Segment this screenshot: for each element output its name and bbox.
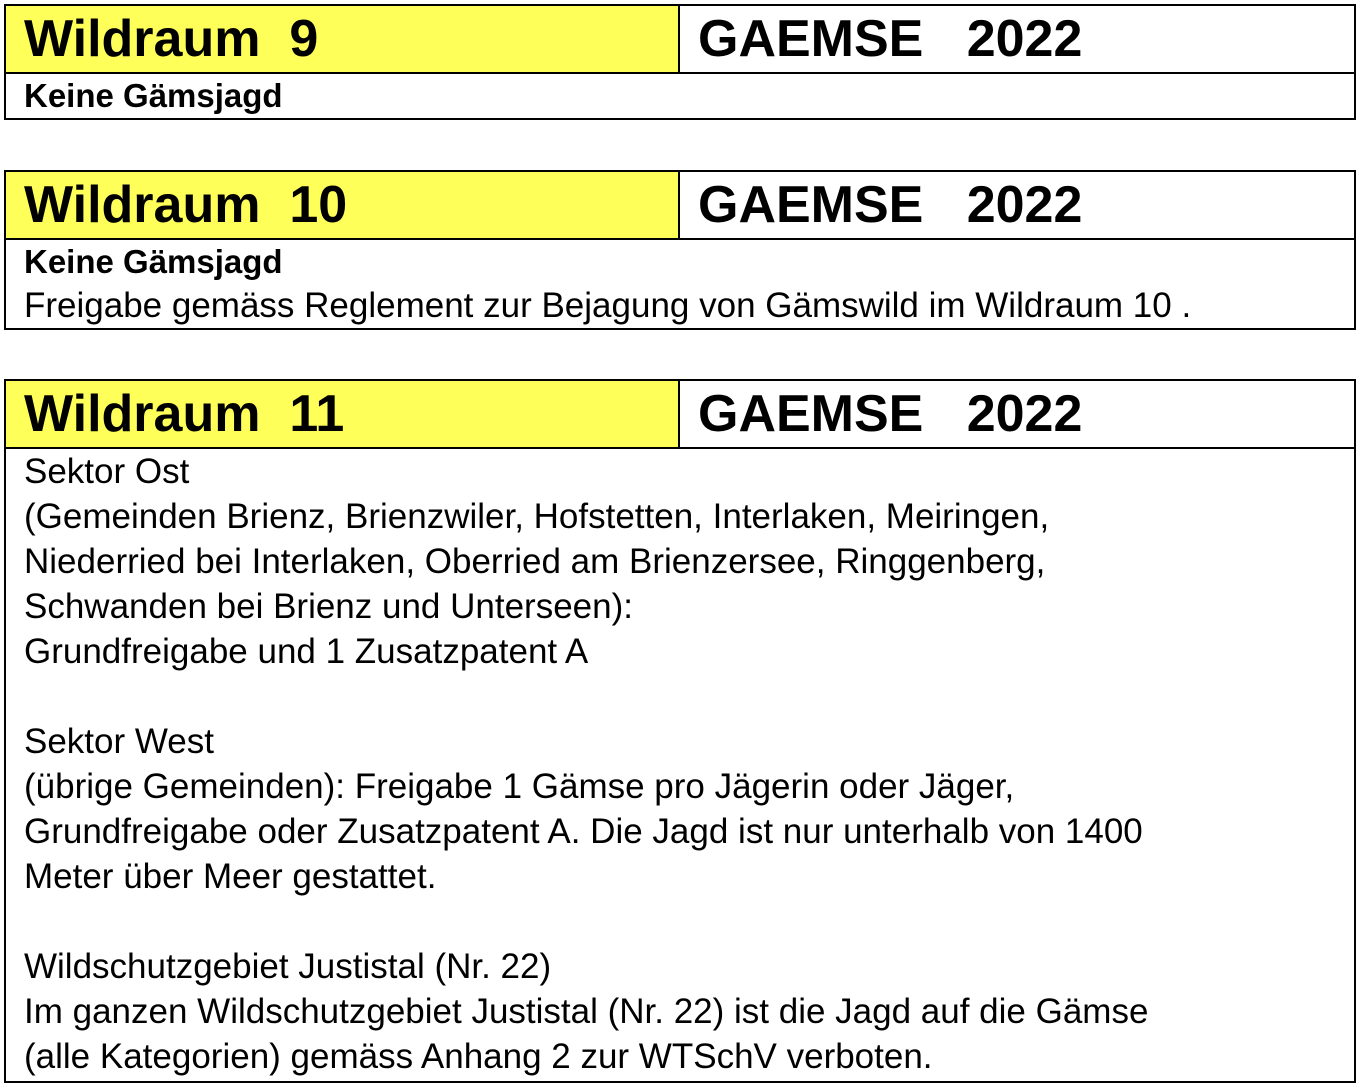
section-species-year: GAEMSE 2022 xyxy=(698,385,1083,443)
spacer xyxy=(24,899,1336,944)
section-header xyxy=(6,6,1354,74)
section-header xyxy=(6,381,1354,449)
section-species-year: GAEMSE 2022 xyxy=(698,176,1083,234)
protection-area-heading: Wildschutzgebiet Justistal (Nr. 22) xyxy=(24,947,552,986)
sector-west-heading: Sektor West xyxy=(24,722,214,761)
section-body xyxy=(6,240,1354,328)
sector-ost-text-line: Grundfreigabe und 1 Zusatzpatent A xyxy=(24,632,589,671)
section-title: Wildraum 11 xyxy=(6,381,680,447)
section-wildraum-11 xyxy=(4,379,1356,1083)
section-wildraum-9 xyxy=(4,4,1356,120)
spacer xyxy=(24,674,1336,719)
protection-area-text-line: (alle Kategorien) gemäss Anhang 2 zur WTSchV verboten. xyxy=(24,1037,933,1076)
sector-ost-heading: Sektor Ost xyxy=(24,452,190,491)
section-header xyxy=(6,172,1354,240)
section-title: Wildraum 9 xyxy=(6,6,680,72)
sector-west-text-line: Meter über Meer gestattet. xyxy=(24,857,437,896)
protection-area-text-line: Im ganzen Wildschutzgebiet Justistal (Nr. 22) ist die Jagd auf die Gämse xyxy=(24,992,1149,1031)
section-wildraum-10 xyxy=(4,170,1356,330)
sector-ost-text-line: Niederried bei Interlaken, Oberried am Brienzersee, Ringgenberg, xyxy=(24,542,1046,581)
section-body xyxy=(6,449,1354,1079)
sector-west-text-line: Grundfreigabe oder Zusatzpatent A. Die Jagd ist nur unterhalb von 1400 xyxy=(24,812,1143,851)
sector-ost-text-line: Schwanden bei Brienz und Unterseen): xyxy=(24,587,633,626)
no-hunt-note: Keine Gämsjagd xyxy=(24,243,283,280)
sector-ost-text-line: (Gemeinden Brienz, Brienzwiler, Hofstetten, Interlaken, Meiringen, xyxy=(24,497,1050,536)
no-hunt-note: Keine Gämsjagd xyxy=(24,77,283,114)
section-title: Wildraum 10 xyxy=(6,172,680,238)
release-note: Freigabe gemäss Reglement zur Bejagung von Gämswild im Wildraum 10 . xyxy=(24,286,1192,325)
section-species-year: GAEMSE 2022 xyxy=(698,10,1083,68)
sector-west-text-line: (übrige Gemeinden): Freigabe 1 Gämse pro Jägerin oder Jäger, xyxy=(24,767,1015,806)
section-body xyxy=(6,74,1354,118)
